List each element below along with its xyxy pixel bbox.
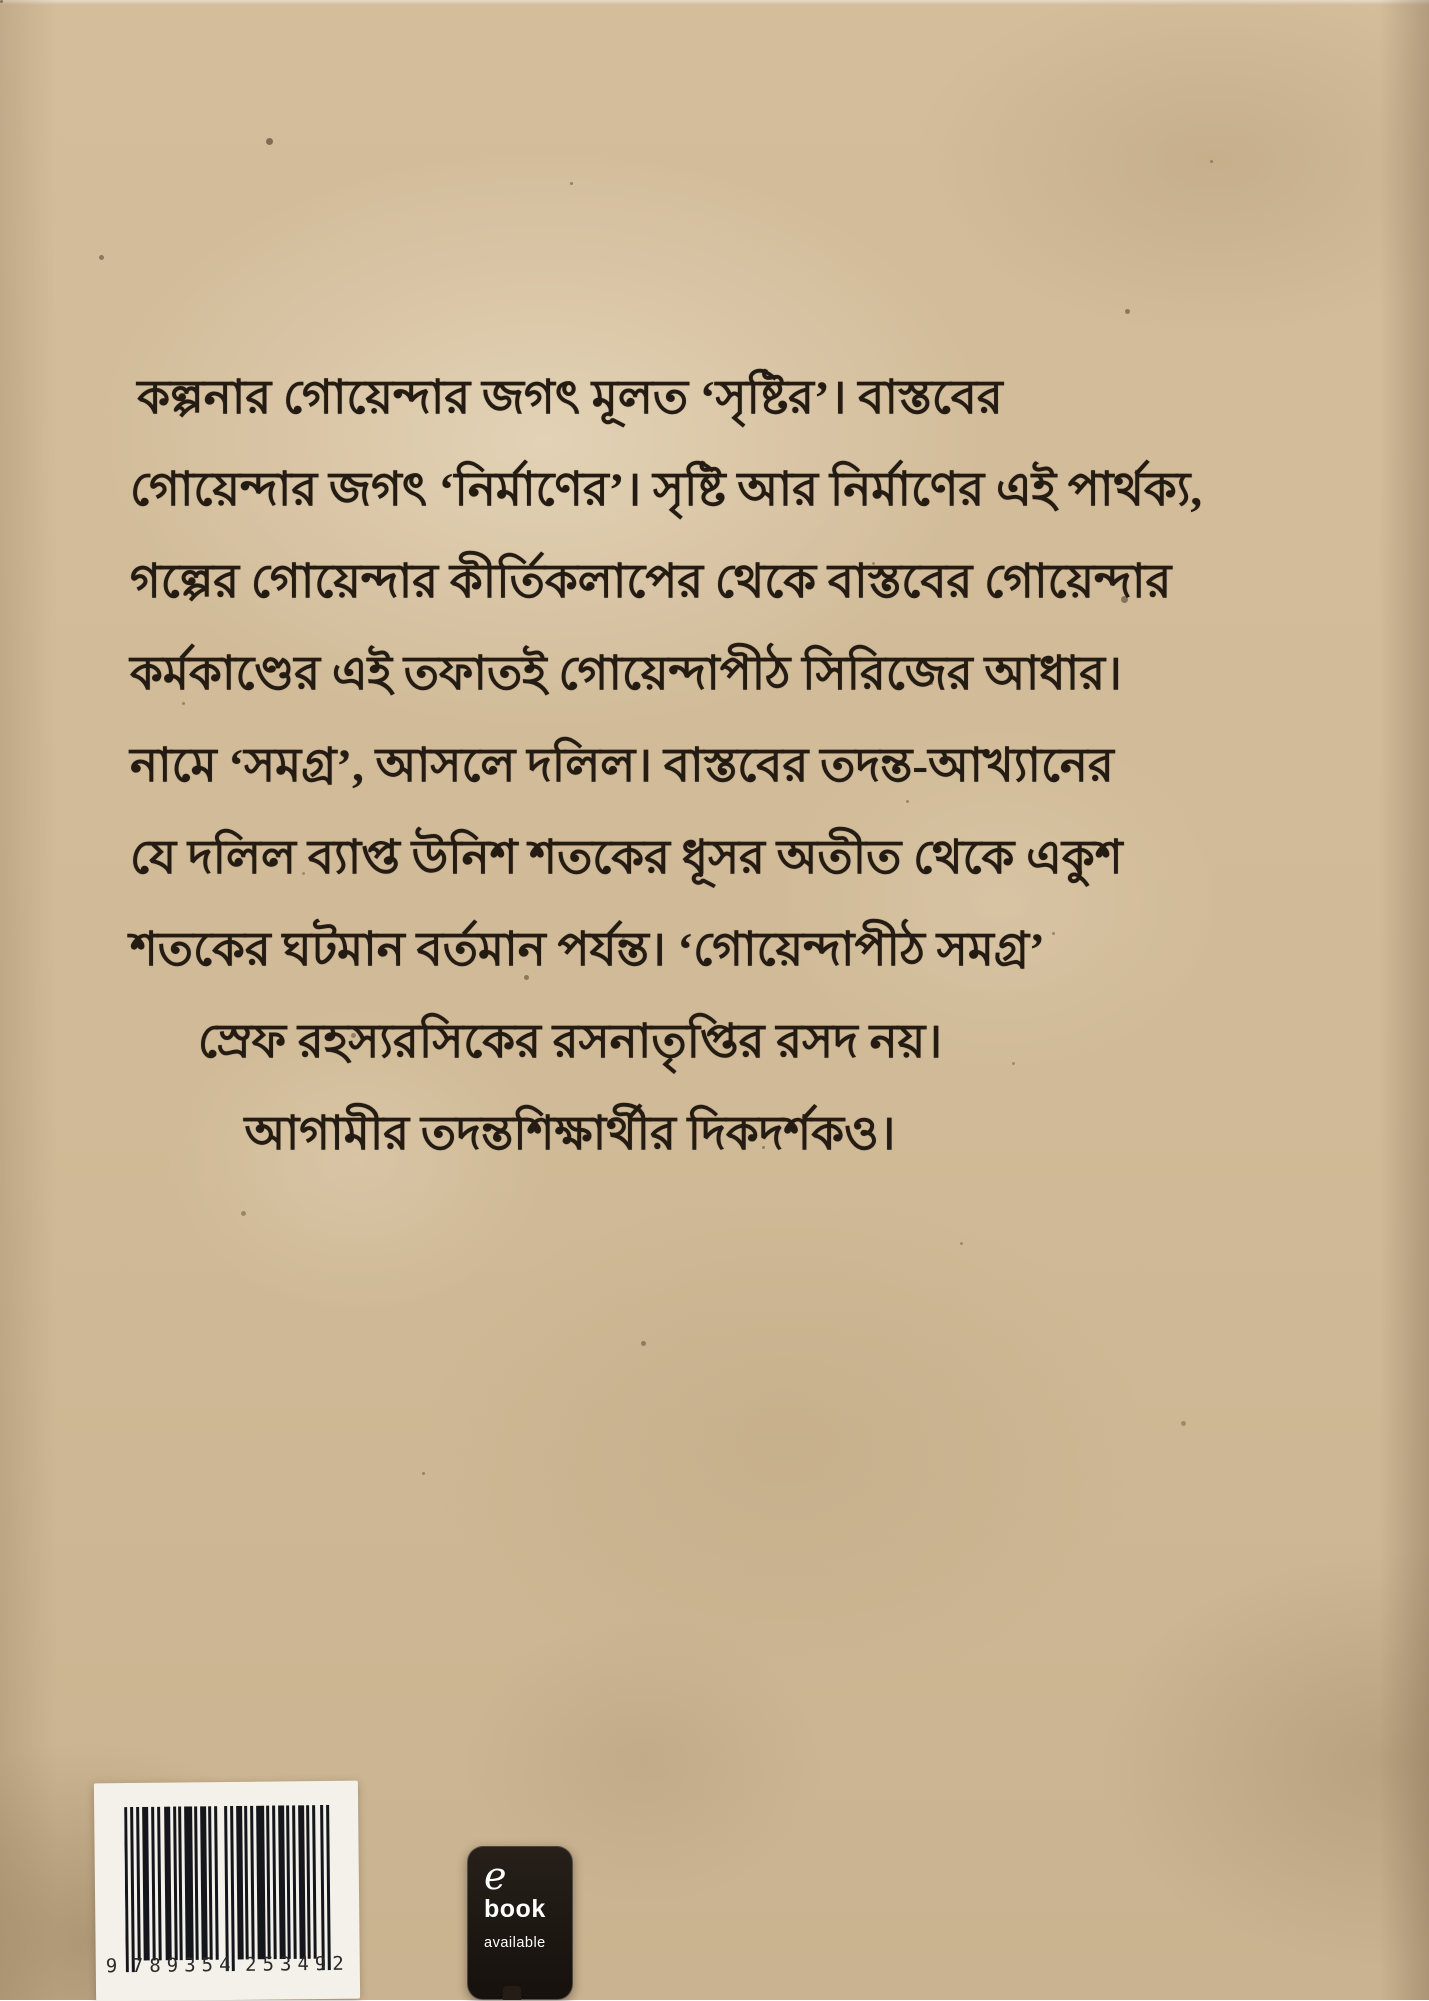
barcode-icon [124, 1805, 334, 1975]
isbn-digits [106, 1953, 350, 1978]
blurb-line: স্রেফ রহস্যরসিকের রসনাতৃপ্তির রসদ নয়। [197, 1016, 943, 1068]
blurb-line: গল্পের গোয়েন্দার কীর্তিকলাপের থেকে বাস্তবের গোয়েন্দার [130, 556, 1172, 608]
ebook-available-label: available [484, 1935, 546, 1951]
isbn-digit-group: 253492 [245, 1952, 350, 1976]
isbn-digit-group: 9 [105, 1955, 124, 1978]
blurb-line: কর্মকাণ্ডের এই তফাতই গোয়েন্দাপীঠ সিরিজের আধার। [130, 648, 1122, 700]
blurb-line: আগামীর তদন্তশিক্ষার্থীর দিকদর্শকও। [244, 1108, 896, 1160]
ebook-book-label: book [484, 1895, 546, 1923]
blurb-line: গোয়েন্দার জগৎ ‘নির্মাণের’। সৃষ্টি আর নির্মাণের এই পার্থক্য, [130, 464, 1203, 516]
isbn-digit-group: 789354 [131, 1953, 237, 1977]
blurb-text [130, 352, 1203, 1180]
ebook-available-badge [467, 1846, 573, 2000]
blurb-line: কল্পনার গোয়েন্দার জগৎ মূলত ‘সৃষ্টির’। বাস্তবের [137, 372, 1003, 424]
barcode-label [94, 1781, 360, 2001]
blurb-line: যে দলিল ব্যাপ্ত উনিশ শতকের ধূসর অতীত থেকে একুশ [130, 832, 1123, 884]
ebook-logo-e: e [484, 1854, 507, 1898]
blurb-line: শতকের ঘটমান বর্তমান পর্যন্ত। ‘গোয়েন্দাপীঠ সমগ্র’ [130, 924, 1045, 976]
blurb-line: নামে ‘সমগ্র’, আসলে দলিল। বাস্তবের তদন্ত-আখ্যানের [130, 740, 1114, 792]
paper-specks-texture [0, 0, 3, 3]
cut-off-bottom-mark [503, 1986, 521, 2000]
